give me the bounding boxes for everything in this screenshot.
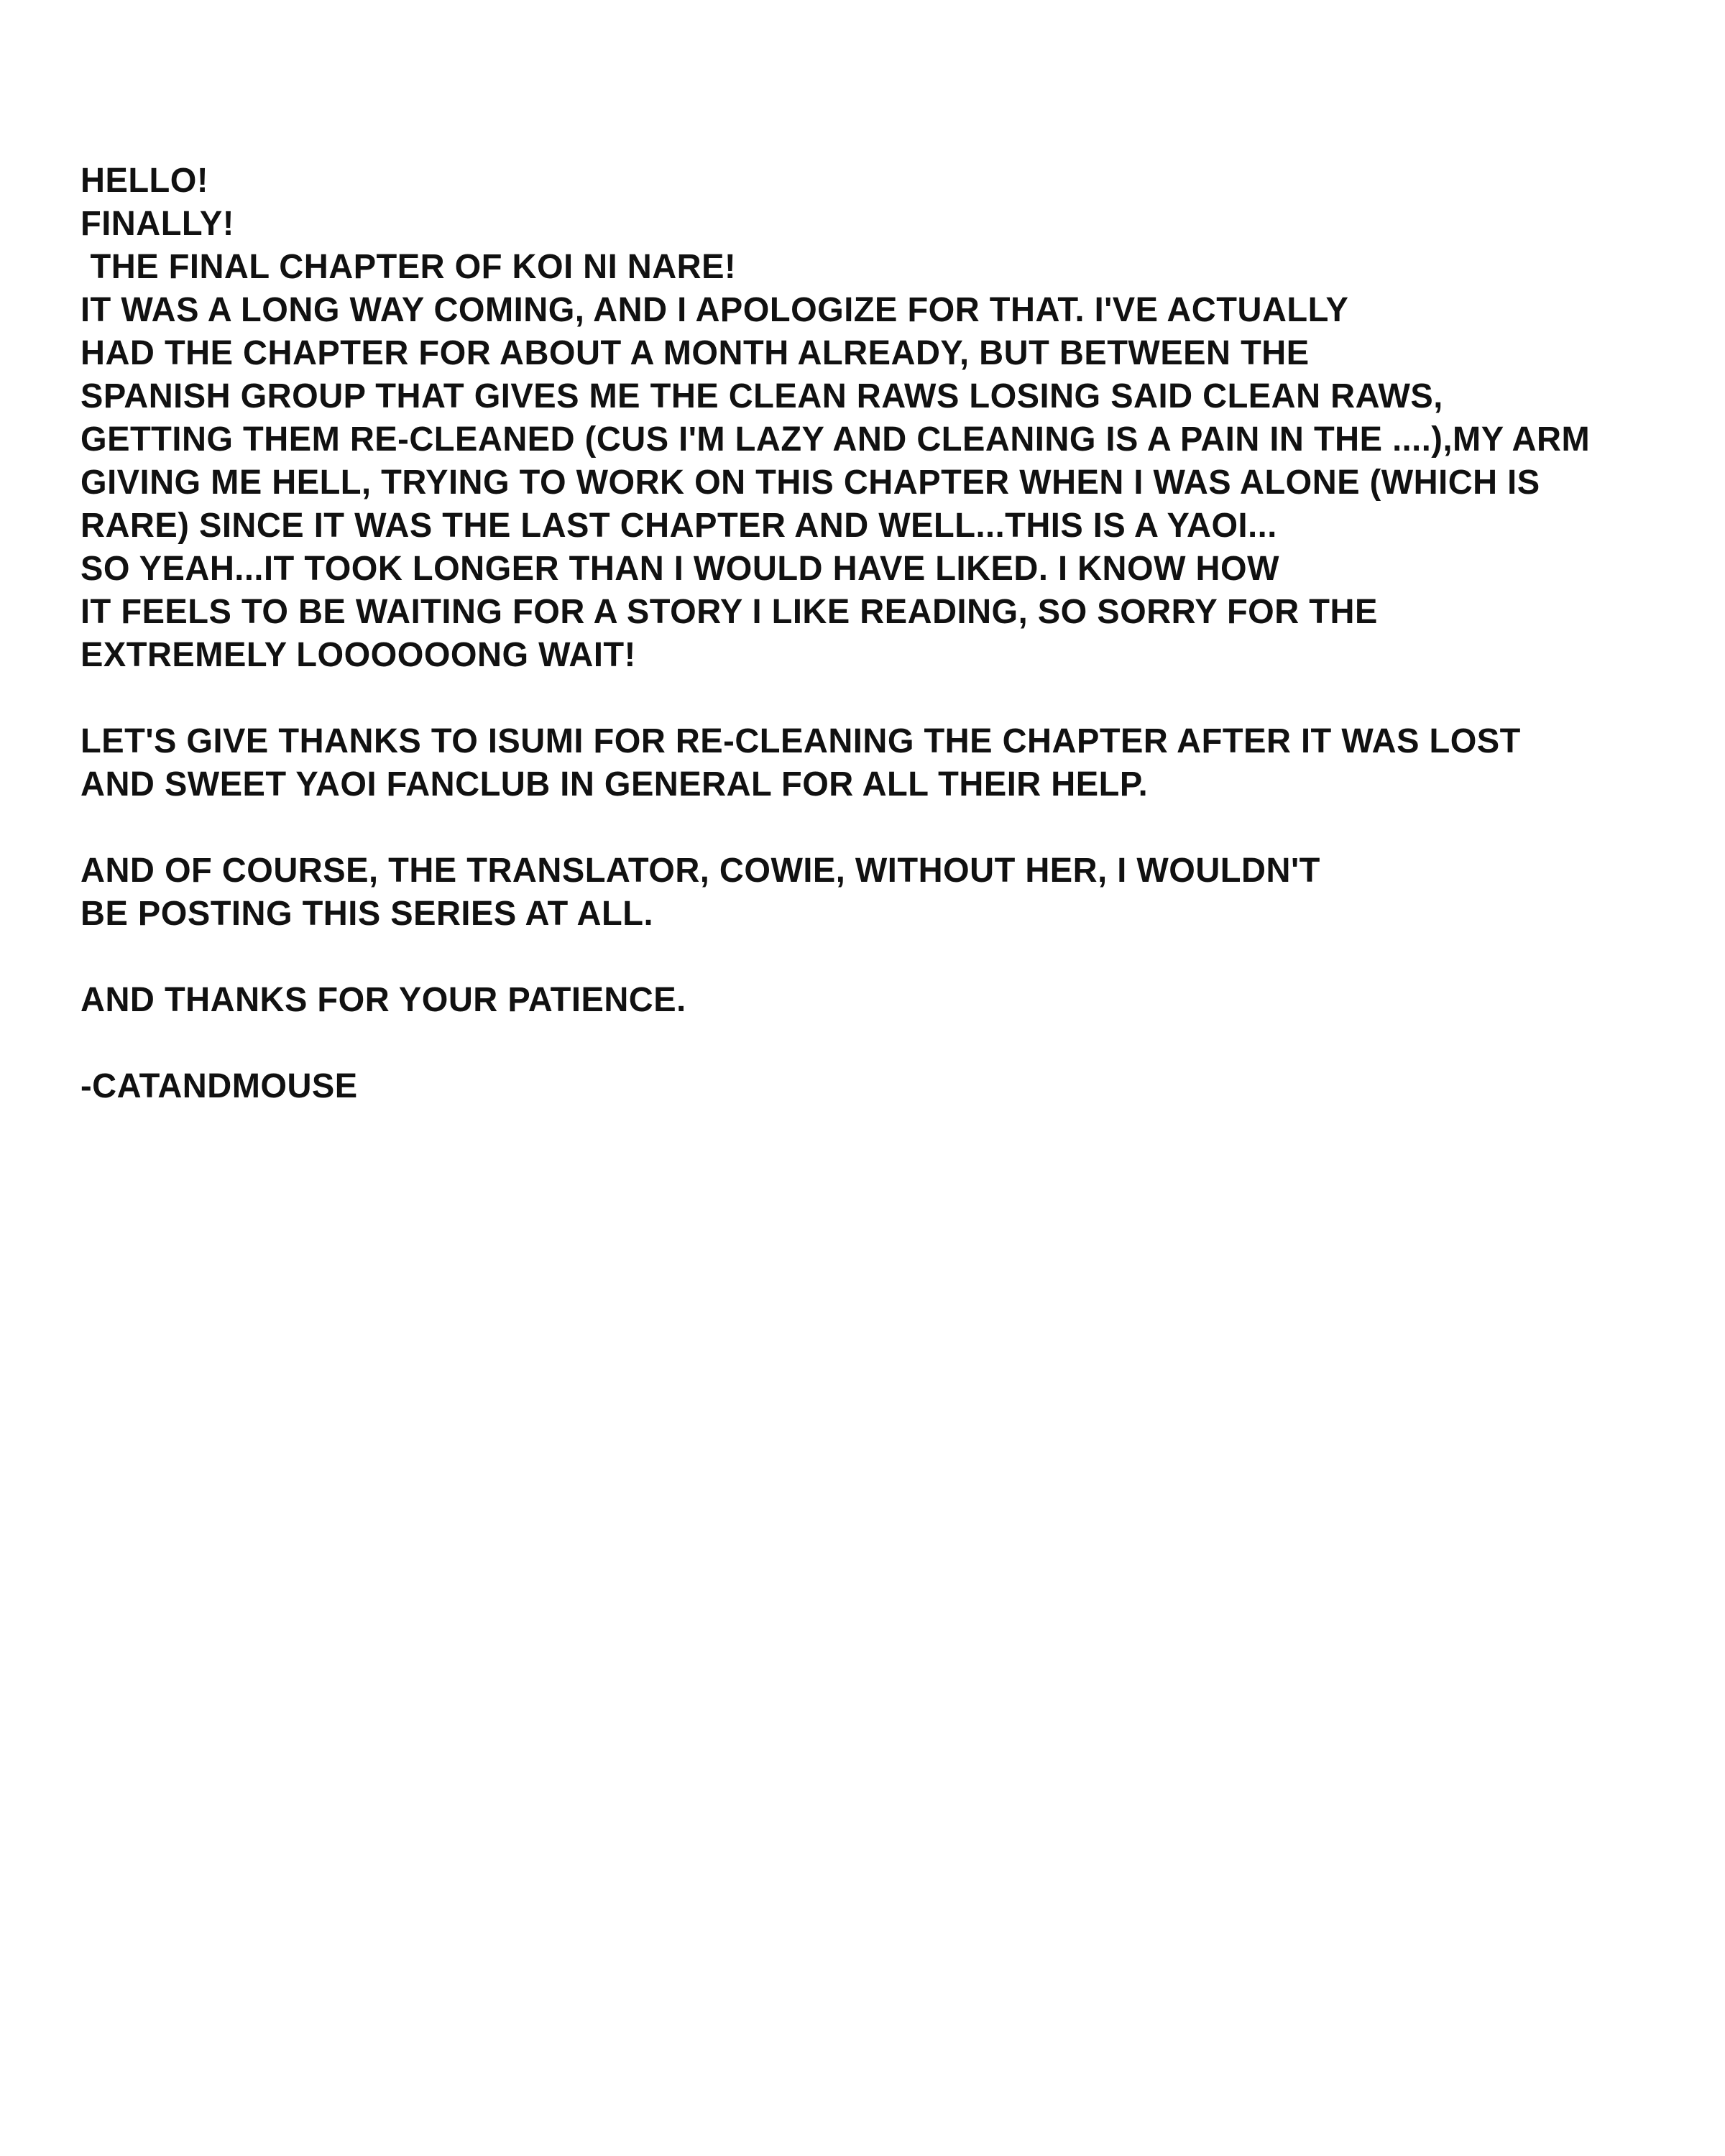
text-line: LET'S GIVE THANKS TO ISUMI FOR RE-CLEANING THE CHAPTER AFTER IT WAS LOST	[80, 722, 1521, 760]
signature: -CATANDMOUSE	[80, 1067, 358, 1105]
paragraph-thanks-translator	[80, 849, 1665, 936]
text-line: BE POSTING THIS SERIES AT ALL.	[80, 895, 654, 933]
greeting: HELLO!	[80, 162, 209, 200]
text-line: RARE) SINCE IT WAS THE LAST CHAPTER AND WELL...THIS IS A YAOI...	[80, 507, 1277, 545]
text-line: SPANISH GROUP THAT GIVES ME THE CLEAN RAWS LOSING SAID CLEAN RAWS,	[80, 377, 1443, 415]
text-line: EXTREMELY LOOOOOONG WAIT!	[80, 636, 636, 674]
paragraph-gap	[80, 1022, 1665, 1065]
text-line: GETTING THEM RE-CLEANED (CUS I'M LAZY AND CLEANING IS A PAIN IN THE ....),MY ARM	[80, 420, 1591, 459]
paragraph-patience: AND THANKS FOR YOUR PATIENCE.	[80, 981, 686, 1019]
text-line: GIVING ME HELL, TRYING TO WORK ON THIS CHAPTER WHEN I WAS ALONE (WHICH IS	[80, 464, 1540, 502]
paragraph-gap	[80, 936, 1665, 979]
paragraph-announcement	[80, 203, 1665, 677]
text-line: FINALLY!	[80, 205, 234, 243]
text-line: HAD THE CHAPTER FOR ABOUT A MONTH ALREADY, BUT BETWEEN THE	[80, 334, 1310, 372]
text-line: SO YEAH...IT TOOK LONGER THAN I WOULD HAVE LIKED. I KNOW HOW	[80, 550, 1279, 588]
translator-note	[80, 160, 1665, 1108]
text-line: IT WAS A LONG WAY COMING, AND I APOLOGIZE FOR THAT. I'VE ACTUALLY	[80, 291, 1349, 329]
paragraph-gap	[80, 677, 1665, 720]
text-line: THE FINAL CHAPTER OF KOI NI NARE!	[80, 248, 737, 286]
paragraph-gap	[80, 806, 1665, 849]
text-line: AND OF COURSE, THE TRANSLATOR, COWIE, WITHOUT HER, I WOULDN'T	[80, 852, 1320, 890]
text-line: AND SWEET YAOI FANCLUB IN GENERAL FOR ALL THEIR HELP.	[80, 765, 1149, 803]
text-line: IT FEELS TO BE WAITING FOR A STORY I LIKE READING, SO SORRY FOR THE	[80, 593, 1378, 631]
paragraph-thanks-cleaner	[80, 720, 1665, 806]
